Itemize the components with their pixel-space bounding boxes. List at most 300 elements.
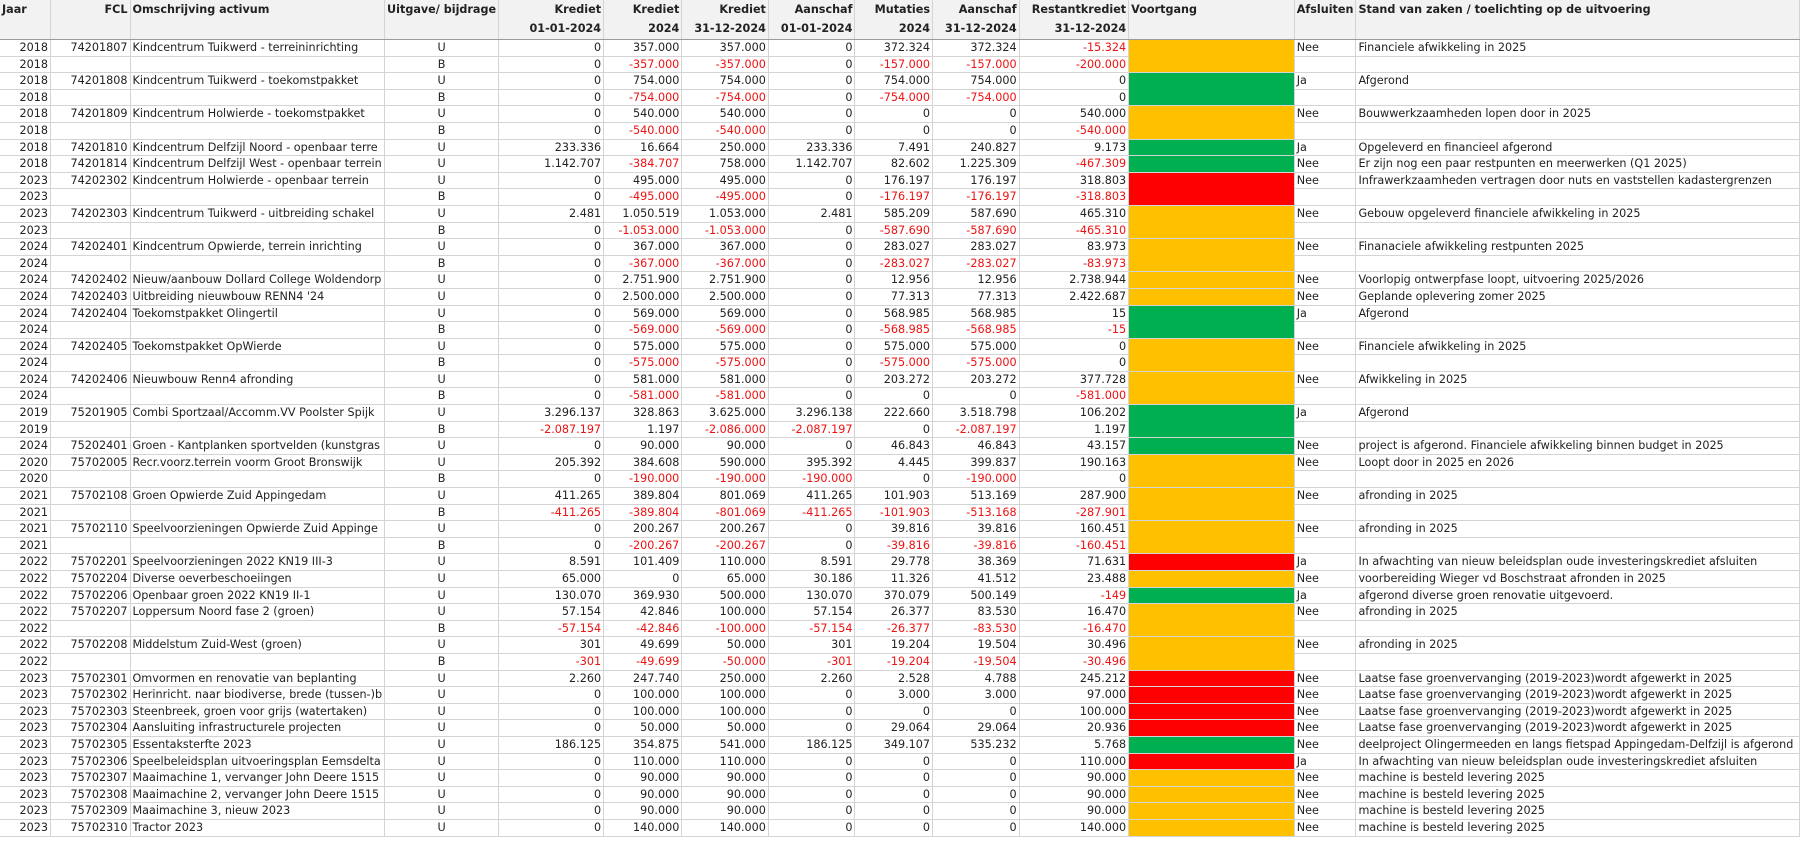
cell-afsluiten[interactable] bbox=[1294, 504, 1356, 521]
voortgang-status-orange[interactable] bbox=[1129, 786, 1295, 803]
cell-fcl[interactable]: 75702302 bbox=[51, 687, 131, 704]
cell-afsluiten[interactable]: Ja bbox=[1294, 73, 1356, 90]
cell-krediet-2024[interactable]: 384.608 bbox=[604, 454, 682, 471]
cell-krediet-0101[interactable]: 0 bbox=[499, 521, 604, 538]
cell-aanschaf-0101[interactable]: 0 bbox=[768, 222, 855, 239]
cell-aanschaf-0101[interactable]: 0 bbox=[768, 355, 855, 372]
cell-krediet-2024[interactable]: 754.000 bbox=[604, 73, 682, 90]
cell-toelichting[interactable] bbox=[1356, 653, 1800, 670]
cell-krediet-2024[interactable]: -540.000 bbox=[604, 122, 682, 139]
cell-mutaties[interactable]: -176.197 bbox=[855, 189, 933, 206]
cell-toelichting[interactable]: Voorlopig ontwerpfase loopt, uitvoering 2025/2026 bbox=[1356, 272, 1800, 289]
cell-aanschaf-3112[interactable]: 0 bbox=[933, 753, 1020, 770]
cell-mutaties[interactable]: 26.377 bbox=[855, 604, 933, 621]
cell-uitgave-bijdrage[interactable]: U bbox=[385, 205, 499, 222]
cell-aanschaf-0101[interactable]: 0 bbox=[768, 73, 855, 90]
cell-aanschaf-3112[interactable]: 77.313 bbox=[933, 288, 1020, 305]
cell-toelichting[interactable]: Laatse fase groenvervanging (2019-2023)wordt afgewerkt in 2025 bbox=[1356, 687, 1800, 704]
cell-fcl[interactable] bbox=[51, 355, 131, 372]
cell-fcl[interactable]: 74201809 bbox=[51, 106, 131, 123]
cell-fcl[interactable]: 75702307 bbox=[51, 770, 131, 787]
cell-omschrijving[interactable]: Groen Opwierde Zuid Appingedam bbox=[130, 488, 385, 505]
cell-krediet-3112[interactable]: 2.500.000 bbox=[682, 288, 769, 305]
cell-uitgave-bijdrage[interactable]: B bbox=[385, 471, 499, 488]
cell-aanschaf-0101[interactable]: 0 bbox=[768, 371, 855, 388]
cell-fcl[interactable]: 75702305 bbox=[51, 736, 131, 753]
cell-omschrijving[interactable]: Combi Sportzaal/Accomm.VV Poolster Spijk bbox=[130, 405, 385, 422]
cell-mutaties[interactable]: 0 bbox=[855, 471, 933, 488]
cell-aanschaf-3112[interactable]: 568.985 bbox=[933, 305, 1020, 322]
header-toelichting[interactable]: Stand van zaken / toelichting op de uitvoering bbox=[1356, 0, 1800, 19]
cell-krediet-2024[interactable]: 357.000 bbox=[604, 40, 682, 57]
cell-restantkrediet[interactable]: -540.000 bbox=[1019, 122, 1129, 139]
cell-krediet-3112[interactable]: -357.000 bbox=[682, 56, 769, 73]
cell-uitgave-bijdrage[interactable]: U bbox=[385, 670, 499, 687]
cell-aanschaf-0101[interactable]: 0 bbox=[768, 521, 855, 538]
cell-jaar[interactable]: 2024 bbox=[0, 371, 51, 388]
cell-mutaties[interactable]: -19.204 bbox=[855, 653, 933, 670]
cell-restantkrediet[interactable]: 540.000 bbox=[1019, 106, 1129, 123]
cell-krediet-2024[interactable]: -357.000 bbox=[604, 56, 682, 73]
header-voortgang[interactable]: Voortgang bbox=[1129, 0, 1295, 19]
cell-uitgave-bijdrage[interactable]: U bbox=[385, 571, 499, 588]
cell-omschrijving[interactable]: Recr.voorz.terrein voorm Groot Bronswijk bbox=[130, 454, 385, 471]
cell-krediet-0101[interactable]: 65.000 bbox=[499, 571, 604, 588]
cell-aanschaf-3112[interactable]: 12.956 bbox=[933, 272, 1020, 289]
cell-aanschaf-3112[interactable]: 240.827 bbox=[933, 139, 1020, 156]
cell-aanschaf-0101[interactable]: 0 bbox=[768, 272, 855, 289]
cell-omschrijving[interactable] bbox=[130, 222, 385, 239]
cell-krediet-3112[interactable]: -581.000 bbox=[682, 388, 769, 405]
cell-afsluiten[interactable]: Nee bbox=[1294, 288, 1356, 305]
cell-aanschaf-3112[interactable]: 41.512 bbox=[933, 571, 1020, 588]
cell-fcl[interactable]: 75702304 bbox=[51, 720, 131, 737]
cell-fcl[interactable]: 75702110 bbox=[51, 521, 131, 538]
cell-fcl[interactable] bbox=[51, 222, 131, 239]
cell-aanschaf-3112[interactable]: 500.149 bbox=[933, 587, 1020, 604]
cell-krediet-2024[interactable]: -200.267 bbox=[604, 537, 682, 554]
cell-mutaties[interactable]: 0 bbox=[855, 388, 933, 405]
cell-mutaties[interactable]: 0 bbox=[855, 819, 933, 836]
cell-restantkrediet[interactable]: 287.900 bbox=[1019, 488, 1129, 505]
cell-mutaties[interactable]: 0 bbox=[855, 703, 933, 720]
cell-krediet-2024[interactable]: -384.707 bbox=[604, 156, 682, 173]
cell-fcl[interactable]: 75702308 bbox=[51, 786, 131, 803]
cell-omschrijving[interactable]: Aansluiting infrastructurele projecten bbox=[130, 720, 385, 737]
cell-fcl[interactable] bbox=[51, 620, 131, 637]
cell-afsluiten[interactable] bbox=[1294, 471, 1356, 488]
cell-jaar[interactable]: 2024 bbox=[0, 272, 51, 289]
cell-fcl[interactable]: 74201808 bbox=[51, 73, 131, 90]
cell-omschrijving[interactable] bbox=[130, 653, 385, 670]
cell-krediet-2024[interactable]: 495.000 bbox=[604, 172, 682, 189]
cell-krediet-0101[interactable]: 0 bbox=[499, 239, 604, 256]
cell-jaar[interactable]: 2024 bbox=[0, 438, 51, 455]
cell-krediet-0101[interactable]: 0 bbox=[499, 89, 604, 106]
cell-mutaties[interactable]: 0 bbox=[855, 106, 933, 123]
cell-aanschaf-0101[interactable]: 2.260 bbox=[768, 670, 855, 687]
cell-aanschaf-3112[interactable]: -2.087.197 bbox=[933, 421, 1020, 438]
cell-toelichting[interactable]: Laatse fase groenvervanging (2019-2023)wordt afgewerkt in 2025 bbox=[1356, 670, 1800, 687]
cell-omschrijving[interactable] bbox=[130, 322, 385, 339]
cell-aanschaf-3112[interactable]: 83.530 bbox=[933, 604, 1020, 621]
cell-krediet-3112[interactable]: -1.053.000 bbox=[682, 222, 769, 239]
cell-toelichting[interactable]: afgerond diverse groen renovatie uitgevoerd. bbox=[1356, 587, 1800, 604]
cell-toelichting[interactable]: Afwikkeling in 2025 bbox=[1356, 371, 1800, 388]
cell-restantkrediet[interactable]: 5.768 bbox=[1019, 736, 1129, 753]
cell-krediet-2024[interactable]: -575.000 bbox=[604, 355, 682, 372]
cell-afsluiten[interactable] bbox=[1294, 537, 1356, 554]
cell-aanschaf-3112[interactable]: -19.504 bbox=[933, 653, 1020, 670]
cell-uitgave-bijdrage[interactable]: B bbox=[385, 620, 499, 637]
cell-aanschaf-3112[interactable]: 0 bbox=[933, 388, 1020, 405]
cell-omschrijving[interactable] bbox=[130, 421, 385, 438]
cell-uitgave-bijdrage[interactable]: U bbox=[385, 139, 499, 156]
cell-mutaties[interactable]: 29.064 bbox=[855, 720, 933, 737]
cell-aanschaf-0101[interactable]: -190.000 bbox=[768, 471, 855, 488]
cell-restantkrediet[interactable]: 97.000 bbox=[1019, 687, 1129, 704]
cell-aanschaf-0101[interactable]: 8.591 bbox=[768, 554, 855, 571]
cell-afsluiten[interactable]: Ja bbox=[1294, 587, 1356, 604]
cell-aanschaf-0101[interactable]: 2.481 bbox=[768, 205, 855, 222]
cell-krediet-2024[interactable]: 50.000 bbox=[604, 720, 682, 737]
cell-afsluiten[interactable]: Nee bbox=[1294, 819, 1356, 836]
cell-restantkrediet[interactable]: -318.803 bbox=[1019, 189, 1129, 206]
cell-fcl[interactable]: 75702005 bbox=[51, 454, 131, 471]
cell-omschrijving[interactable]: Kindcentrum Tuikwerd - toekomstpakket bbox=[130, 73, 385, 90]
cell-jaar[interactable]: 2023 bbox=[0, 786, 51, 803]
cell-omschrijving[interactable]: Speelvoorzieningen 2022 KN19 III-3 bbox=[130, 554, 385, 571]
cell-restantkrediet[interactable]: 83.973 bbox=[1019, 239, 1129, 256]
cell-uitgave-bijdrage[interactable]: U bbox=[385, 106, 499, 123]
cell-uitgave-bijdrage[interactable]: U bbox=[385, 687, 499, 704]
cell-restantkrediet[interactable]: 190.163 bbox=[1019, 454, 1129, 471]
cell-mutaties[interactable]: 222.660 bbox=[855, 405, 933, 422]
cell-uitgave-bijdrage[interactable]: U bbox=[385, 239, 499, 256]
cell-aanschaf-0101[interactable]: 0 bbox=[768, 720, 855, 737]
cell-uitgave-bijdrage[interactable]: B bbox=[385, 222, 499, 239]
cell-uitgave-bijdrage[interactable]: U bbox=[385, 288, 499, 305]
cell-krediet-3112[interactable]: -50.000 bbox=[682, 653, 769, 670]
header-aanschaf-0101[interactable]: Aanschaf bbox=[768, 0, 855, 19]
cell-krediet-0101[interactable]: 0 bbox=[499, 73, 604, 90]
cell-jaar[interactable]: 2022 bbox=[0, 604, 51, 621]
cell-mutaties[interactable]: 575.000 bbox=[855, 338, 933, 355]
cell-jaar[interactable]: 2023 bbox=[0, 803, 51, 820]
cell-uitgave-bijdrage[interactable]: U bbox=[385, 753, 499, 770]
cell-mutaties[interactable]: 370.079 bbox=[855, 587, 933, 604]
cell-jaar[interactable]: 2018 bbox=[0, 106, 51, 123]
cell-jaar[interactable]: 2023 bbox=[0, 736, 51, 753]
cell-jaar[interactable]: 2023 bbox=[0, 819, 51, 836]
cell-mutaties[interactable]: 372.324 bbox=[855, 40, 933, 57]
cell-aanschaf-3112[interactable]: 46.843 bbox=[933, 438, 1020, 455]
cell-jaar[interactable]: 2023 bbox=[0, 222, 51, 239]
cell-krediet-2024[interactable]: -389.804 bbox=[604, 504, 682, 521]
cell-krediet-2024[interactable]: 90.000 bbox=[604, 438, 682, 455]
cell-krediet-3112[interactable]: 540.000 bbox=[682, 106, 769, 123]
cell-jaar[interactable]: 2020 bbox=[0, 454, 51, 471]
cell-omschrijving[interactable] bbox=[130, 189, 385, 206]
voortgang-status-red[interactable] bbox=[1129, 554, 1295, 571]
cell-krediet-0101[interactable]: 0 bbox=[499, 687, 604, 704]
cell-krediet-3112[interactable]: -100.000 bbox=[682, 620, 769, 637]
cell-afsluiten[interactable]: Nee bbox=[1294, 521, 1356, 538]
cell-aanschaf-3112[interactable]: 3.518.798 bbox=[933, 405, 1020, 422]
cell-restantkrediet[interactable]: 1.197 bbox=[1019, 421, 1129, 438]
cell-fcl[interactable]: 74202404 bbox=[51, 305, 131, 322]
voortgang-status-green[interactable] bbox=[1129, 587, 1295, 604]
cell-jaar[interactable]: 2021 bbox=[0, 537, 51, 554]
cell-krediet-2024[interactable]: 247.740 bbox=[604, 670, 682, 687]
cell-omschrijving[interactable]: Essentaksterfte 2023 bbox=[130, 736, 385, 753]
cell-afsluiten[interactable] bbox=[1294, 56, 1356, 73]
voortgang-status-orange[interactable] bbox=[1129, 205, 1295, 238]
cell-uitgave-bijdrage[interactable]: B bbox=[385, 56, 499, 73]
cell-krediet-2024[interactable]: -754.000 bbox=[604, 89, 682, 106]
cell-aanschaf-0101[interactable]: 0 bbox=[768, 537, 855, 554]
cell-krediet-2024[interactable]: 2.751.900 bbox=[604, 272, 682, 289]
header-afsluiten[interactable]: Afsluiten bbox=[1294, 0, 1356, 19]
cell-toelichting[interactable]: voorbereiding Wieger vd Boschstraat afronden in 2025 bbox=[1356, 571, 1800, 588]
cell-uitgave-bijdrage[interactable]: U bbox=[385, 819, 499, 836]
cell-mutaties[interactable]: 19.204 bbox=[855, 637, 933, 654]
header-aanschaf-3112[interactable]: Aanschaf bbox=[933, 0, 1020, 19]
cell-krediet-0101[interactable]: 0 bbox=[499, 288, 604, 305]
cell-jaar[interactable]: 2018 bbox=[0, 56, 51, 73]
cell-afsluiten[interactable] bbox=[1294, 653, 1356, 670]
cell-krediet-3112[interactable]: 367.000 bbox=[682, 239, 769, 256]
voortgang-status-red[interactable] bbox=[1129, 687, 1295, 704]
cell-fcl[interactable]: 75702301 bbox=[51, 670, 131, 687]
cell-uitgave-bijdrage[interactable]: U bbox=[385, 637, 499, 654]
cell-uitgave-bijdrage[interactable]: B bbox=[385, 322, 499, 339]
cell-uitgave-bijdrage[interactable]: U bbox=[385, 770, 499, 787]
cell-restantkrediet[interactable]: 0 bbox=[1019, 355, 1129, 372]
voortgang-status-red[interactable] bbox=[1129, 172, 1295, 205]
voortgang-status-orange[interactable] bbox=[1129, 819, 1295, 836]
cell-restantkrediet[interactable]: 0 bbox=[1019, 89, 1129, 106]
cell-aanschaf-3112[interactable]: 1.225.309 bbox=[933, 156, 1020, 173]
cell-uitgave-bijdrage[interactable]: B bbox=[385, 504, 499, 521]
cell-aanschaf-0101[interactable]: 1.142.707 bbox=[768, 156, 855, 173]
cell-restantkrediet[interactable]: 90.000 bbox=[1019, 786, 1129, 803]
cell-fcl[interactable] bbox=[51, 189, 131, 206]
cell-krediet-0101[interactable]: 0 bbox=[499, 189, 604, 206]
cell-toelichting[interactable]: Afgerond bbox=[1356, 405, 1800, 422]
cell-krediet-2024[interactable]: 90.000 bbox=[604, 770, 682, 787]
cell-krediet-3112[interactable]: 581.000 bbox=[682, 371, 769, 388]
cell-aanschaf-3112[interactable]: 29.064 bbox=[933, 720, 1020, 737]
cell-uitgave-bijdrage[interactable]: B bbox=[385, 537, 499, 554]
cell-restantkrediet[interactable]: -581.000 bbox=[1019, 388, 1129, 405]
cell-toelichting[interactable] bbox=[1356, 421, 1800, 438]
cell-fcl[interactable] bbox=[51, 89, 131, 106]
cell-toelichting[interactable] bbox=[1356, 355, 1800, 372]
header-jaar[interactable]: Jaar bbox=[0, 0, 51, 19]
cell-krediet-0101[interactable]: 0 bbox=[499, 388, 604, 405]
cell-krediet-0101[interactable]: 0 bbox=[499, 786, 604, 803]
header-cell-empty[interactable] bbox=[51, 19, 131, 40]
cell-aanschaf-0101[interactable]: 0 bbox=[768, 786, 855, 803]
cell-krediet-3112[interactable]: 90.000 bbox=[682, 786, 769, 803]
cell-krediet-2024[interactable]: 2.500.000 bbox=[604, 288, 682, 305]
cell-aanschaf-0101[interactable]: 0 bbox=[768, 189, 855, 206]
cell-toelichting[interactable]: machine is besteld levering 2025 bbox=[1356, 803, 1800, 820]
voortgang-status-green[interactable] bbox=[1129, 139, 1295, 156]
cell-afsluiten[interactable] bbox=[1294, 322, 1356, 339]
cell-mutaties[interactable]: 46.843 bbox=[855, 438, 933, 455]
cell-omschrijving[interactable] bbox=[130, 537, 385, 554]
cell-toelichting[interactable]: deelproject Olingermeeden en langs fietspad Appingedam-Delfzijl is afgerond bbox=[1356, 736, 1800, 753]
cell-krediet-2024[interactable]: 1.050.519 bbox=[604, 205, 682, 222]
cell-uitgave-bijdrage[interactable]: B bbox=[385, 355, 499, 372]
cell-krediet-3112[interactable]: -569.000 bbox=[682, 322, 769, 339]
cell-uitgave-bijdrage[interactable]: B bbox=[385, 653, 499, 670]
cell-krediet-0101[interactable]: -301 bbox=[499, 653, 604, 670]
cell-krediet-0101[interactable]: 2.481 bbox=[499, 205, 604, 222]
cell-krediet-3112[interactable]: 590.000 bbox=[682, 454, 769, 471]
cell-krediet-0101[interactable]: 0 bbox=[499, 803, 604, 820]
cell-krediet-3112[interactable]: 100.000 bbox=[682, 604, 769, 621]
cell-toelichting[interactable] bbox=[1356, 89, 1800, 106]
cell-krediet-2024[interactable]: -49.699 bbox=[604, 653, 682, 670]
cell-aanschaf-3112[interactable]: 0 bbox=[933, 122, 1020, 139]
cell-krediet-2024[interactable]: 42.846 bbox=[604, 604, 682, 621]
cell-uitgave-bijdrage[interactable]: U bbox=[385, 371, 499, 388]
cell-aanschaf-3112[interactable]: 0 bbox=[933, 819, 1020, 836]
cell-mutaties[interactable]: 0 bbox=[855, 803, 933, 820]
cell-aanschaf-0101[interactable]: 233.336 bbox=[768, 139, 855, 156]
cell-jaar[interactable]: 2018 bbox=[0, 156, 51, 173]
cell-krediet-0101[interactable]: 0 bbox=[499, 720, 604, 737]
cell-restantkrediet[interactable]: -467.309 bbox=[1019, 156, 1129, 173]
cell-krediet-0101[interactable]: 0 bbox=[499, 222, 604, 239]
cell-restantkrediet[interactable]: -30.496 bbox=[1019, 653, 1129, 670]
cell-krediet-3112[interactable]: 90.000 bbox=[682, 438, 769, 455]
cell-omschrijving[interactable]: Openbaar groen 2022 KN19 II-1 bbox=[130, 587, 385, 604]
cell-mutaties[interactable]: -157.000 bbox=[855, 56, 933, 73]
cell-omschrijving[interactable] bbox=[130, 504, 385, 521]
cell-afsluiten[interactable]: Nee bbox=[1294, 786, 1356, 803]
cell-krediet-0101[interactable]: 3.296.137 bbox=[499, 405, 604, 422]
cell-jaar[interactable]: 2022 bbox=[0, 554, 51, 571]
cell-jaar[interactable]: 2023 bbox=[0, 753, 51, 770]
cell-krediet-2024[interactable]: 110.000 bbox=[604, 753, 682, 770]
cell-toelichting[interactable]: Laatse fase groenvervanging (2019-2023)wordt afgewerkt in 2025 bbox=[1356, 720, 1800, 737]
cell-krediet-0101[interactable]: 0 bbox=[499, 338, 604, 355]
cell-krediet-0101[interactable]: 57.154 bbox=[499, 604, 604, 621]
cell-aanschaf-3112[interactable]: 372.324 bbox=[933, 40, 1020, 57]
voortgang-status-green[interactable] bbox=[1129, 736, 1295, 753]
cell-fcl[interactable]: 74201814 bbox=[51, 156, 131, 173]
cell-omschrijving[interactable]: Kindcentrum Holwierde - toekomstpakket bbox=[130, 106, 385, 123]
cell-aanschaf-0101[interactable]: 0 bbox=[768, 122, 855, 139]
cell-jaar[interactable]: 2022 bbox=[0, 571, 51, 588]
cell-uitgave-bijdrage[interactable]: U bbox=[385, 405, 499, 422]
cell-toelichting[interactable]: afronding in 2025 bbox=[1356, 488, 1800, 505]
cell-restantkrediet[interactable]: 71.631 bbox=[1019, 554, 1129, 571]
cell-uitgave-bijdrage[interactable]: U bbox=[385, 604, 499, 621]
cell-aanschaf-0101[interactable]: 57.154 bbox=[768, 604, 855, 621]
cell-restantkrediet[interactable]: 140.000 bbox=[1019, 819, 1129, 836]
cell-mutaties[interactable]: -101.903 bbox=[855, 504, 933, 521]
cell-krediet-0101[interactable]: 1.142.707 bbox=[499, 156, 604, 173]
cell-fcl[interactable] bbox=[51, 56, 131, 73]
cell-krediet-0101[interactable]: 0 bbox=[499, 753, 604, 770]
cell-afsluiten[interactable]: Nee bbox=[1294, 488, 1356, 505]
cell-krediet-3112[interactable]: 575.000 bbox=[682, 338, 769, 355]
cell-aanschaf-3112[interactable]: -190.000 bbox=[933, 471, 1020, 488]
cell-krediet-2024[interactable]: 200.267 bbox=[604, 521, 682, 538]
cell-fcl[interactable] bbox=[51, 504, 131, 521]
cell-krediet-0101[interactable]: 0 bbox=[499, 172, 604, 189]
cell-toelichting[interactable] bbox=[1356, 56, 1800, 73]
voortgang-status-orange[interactable] bbox=[1129, 803, 1295, 820]
cell-aanschaf-3112[interactable]: 575.000 bbox=[933, 338, 1020, 355]
cell-toelichting[interactable]: Finanaciele afwikkeling restpunten 2025 bbox=[1356, 239, 1800, 256]
cell-fcl[interactable]: 74202405 bbox=[51, 338, 131, 355]
cell-toelichting[interactable]: project is afgerond. Financiele afwikkeling binnen budget in 2025 bbox=[1356, 438, 1800, 455]
cell-aanschaf-0101[interactable]: 0 bbox=[768, 89, 855, 106]
cell-mutaties[interactable]: -568.985 bbox=[855, 322, 933, 339]
cell-krediet-0101[interactable]: -57.154 bbox=[499, 620, 604, 637]
cell-aanschaf-3112[interactable]: 535.232 bbox=[933, 736, 1020, 753]
cell-jaar[interactable]: 2024 bbox=[0, 322, 51, 339]
voortgang-status-orange[interactable] bbox=[1129, 272, 1295, 289]
cell-aanschaf-3112[interactable]: 0 bbox=[933, 786, 1020, 803]
cell-aanschaf-0101[interactable]: 130.070 bbox=[768, 587, 855, 604]
cell-krediet-0101[interactable]: 0 bbox=[499, 272, 604, 289]
cell-mutaties[interactable]: 2.528 bbox=[855, 670, 933, 687]
cell-omschrijving[interactable] bbox=[130, 471, 385, 488]
voortgang-status-orange[interactable] bbox=[1129, 770, 1295, 787]
cell-aanschaf-0101[interactable]: 395.392 bbox=[768, 454, 855, 471]
header-cell-empty[interactable] bbox=[1356, 19, 1800, 40]
voortgang-status-green[interactable] bbox=[1129, 405, 1295, 438]
cell-aanschaf-3112[interactable]: 0 bbox=[933, 803, 1020, 820]
cell-mutaties[interactable]: 7.491 bbox=[855, 139, 933, 156]
cell-krediet-3112[interactable]: 357.000 bbox=[682, 40, 769, 57]
cell-restantkrediet[interactable]: 160.451 bbox=[1019, 521, 1129, 538]
cell-omschrijving[interactable] bbox=[130, 56, 385, 73]
cell-restantkrediet[interactable]: 0 bbox=[1019, 338, 1129, 355]
cell-krediet-3112[interactable]: 50.000 bbox=[682, 637, 769, 654]
cell-aanschaf-3112[interactable]: 283.027 bbox=[933, 239, 1020, 256]
voortgang-status-red[interactable] bbox=[1129, 703, 1295, 720]
cell-omschrijving[interactable]: Kindcentrum Delfzijl West - openbaar terrein bbox=[130, 156, 385, 173]
cell-restantkrediet[interactable]: -287.901 bbox=[1019, 504, 1129, 521]
cell-omschrijving[interactable]: Tractor 2023 bbox=[130, 819, 385, 836]
cell-omschrijving[interactable]: Kindcentrum Delfzijl Noord - openbaar terre bbox=[130, 139, 385, 156]
cell-uitgave-bijdrage[interactable]: U bbox=[385, 454, 499, 471]
cell-afsluiten[interactable]: Nee bbox=[1294, 770, 1356, 787]
cell-krediet-0101[interactable]: 0 bbox=[499, 322, 604, 339]
cell-toelichting[interactable]: machine is besteld levering 2025 bbox=[1356, 770, 1800, 787]
voortgang-status-orange[interactable] bbox=[1129, 454, 1295, 487]
cell-fcl[interactable] bbox=[51, 421, 131, 438]
cell-toelichting[interactable]: Gebouw opgeleverd financiele afwikkeling in 2025 bbox=[1356, 205, 1800, 222]
cell-krediet-0101[interactable]: 0 bbox=[499, 122, 604, 139]
header-restantkrediet-date[interactable]: 31-12-2024 bbox=[1019, 19, 1129, 40]
cell-jaar[interactable]: 2024 bbox=[0, 388, 51, 405]
voortgang-status-orange[interactable] bbox=[1129, 239, 1295, 272]
cell-aanschaf-0101[interactable]: 0 bbox=[768, 388, 855, 405]
voortgang-status-orange[interactable] bbox=[1129, 604, 1295, 637]
cell-afsluiten[interactable]: Nee bbox=[1294, 571, 1356, 588]
cell-fcl[interactable]: 75702108 bbox=[51, 488, 131, 505]
cell-uitgave-bijdrage[interactable]: U bbox=[385, 40, 499, 57]
